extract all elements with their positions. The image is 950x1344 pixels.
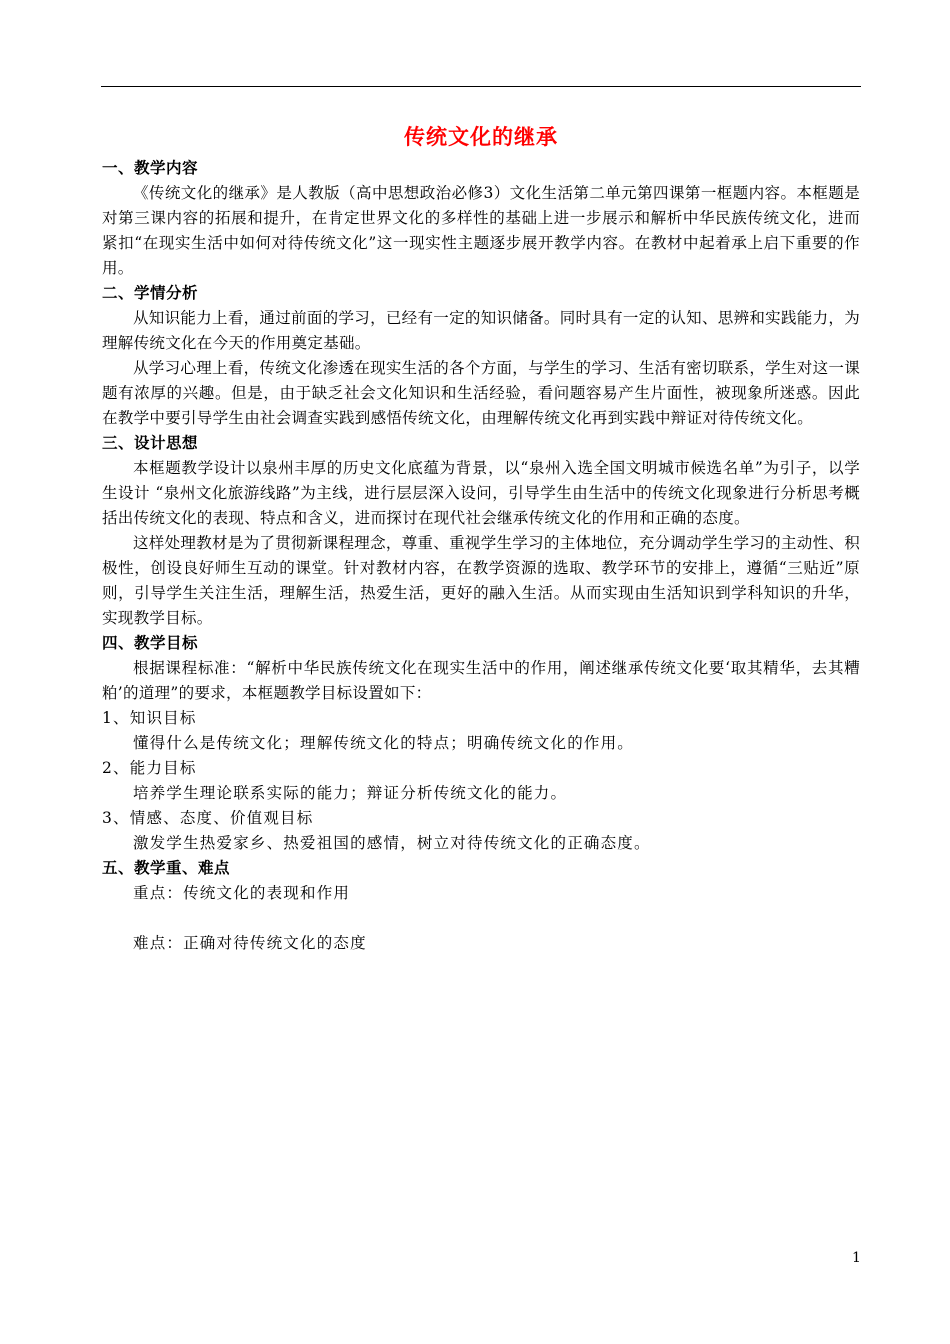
paragraph: 从知识能力上看，通过前面的学习，已经有一定的知识储备。同时具有一定的认知、思辨和实践能力，为理解传统文化在今天的作用奠定基础。 (102, 309, 860, 352)
section-learner-analysis (102, 281, 860, 431)
section-heading: 三、设计思想 (102, 434, 199, 452)
paragraph: 从学习心理上看，传统文化渗透在现实生活的各个方面，与学生的学习、生活有密切联系，学生对这一课题有浓厚的兴趣。但是，由于缺乏社会文化知识和生活经验，看问题容易产生片面性，被现象所迷惑。因此在教学中要引导学生由社会调查实践到感悟传统文化，由理解传统文化再到实践中辩证对待传统文化。 (102, 359, 860, 427)
section-heading: 五、教学重、难点 (102, 859, 231, 877)
goal-label: 3、情感、态度、价值观目标 (102, 809, 314, 827)
goal-label: 1、知识目标 (102, 709, 197, 727)
section-heading: 四、教学目标 (102, 634, 199, 652)
key-point: 重点：传统文化的表现和作用 (133, 884, 351, 902)
section-teaching-content (102, 156, 860, 281)
document-body (102, 120, 860, 956)
paragraph: 根据课程标准：“解析中华民族传统文化在现实生活中的作用，阐述继承传统文化要‘取其精华，去其糟粕’的道理”的要求，本框题教学目标设置如下： (102, 659, 860, 702)
goal-label: 2、能力目标 (102, 759, 197, 777)
section-heading: 一、教学内容 (102, 159, 199, 177)
header-rule (101, 86, 861, 87)
blank-line (102, 906, 860, 931)
page-number: 1 (852, 1250, 861, 1266)
difficult-point: 难点：正确对待传统文化的态度 (133, 934, 367, 952)
paragraph: 这样处理教材是为了贯彻新课程理念，尊重、重视学生学习的主体地位，充分调动学生学习的主动性、积极性，创设良好师生互动的课堂。针对教材内容，在教学资源的选取、教学环节的安排上，遵循“三贴近”原则，引导学生关注生活，理解生活，热爱生活，更好的融入生活。从而实现由生活知识到学科知识的升华，实现教学目标。 (102, 534, 860, 627)
goal-text: 培养学生理论联系实际的能力；辩证分析传统文化的能力。 (133, 784, 568, 802)
section-heading: 二、学情分析 (102, 284, 199, 302)
section-key-difficult-points (102, 856, 860, 956)
paragraph: 本框题教学设计以泉州丰厚的历史文化底蕴为背景，以“泉州入选全国文明城市候选名单”为引子，以学生设计 “泉州文化旅游线路”为主线，进行层层深入设问，引导学生由生活中的传统文化现象进行分析思考概括出传统文化的表现、特点和含义，进而探讨在现代社会继承传统文化的作用和正确的态度。 (102, 459, 860, 527)
goal-text: 激发学生热爱家乡、热爱祖国的感情，树立对待传统文化的正确态度。 (133, 834, 651, 852)
section-teaching-goals (102, 631, 860, 856)
goal-text: 懂得什么是传统文化；理解传统文化的特点；明确传统文化的作用。 (133, 734, 635, 752)
document-title: 传统文化的继承 (404, 124, 558, 149)
section-design-idea (102, 431, 860, 631)
paragraph: 《传统文化的继承》是人教版（高中思想政治必修3）文化生活第二单元第四课第一框题内容。本框题是对第三课内容的拓展和提升，在肯定世界文化的多样性的基础上进一步展示和解析中华民族传统文化，进而紧扣“在现实生活中如何对待传统文化”这一现实性主题逐步展开教学内容。在教材中起着承上启下重要的作用。 (102, 184, 860, 277)
